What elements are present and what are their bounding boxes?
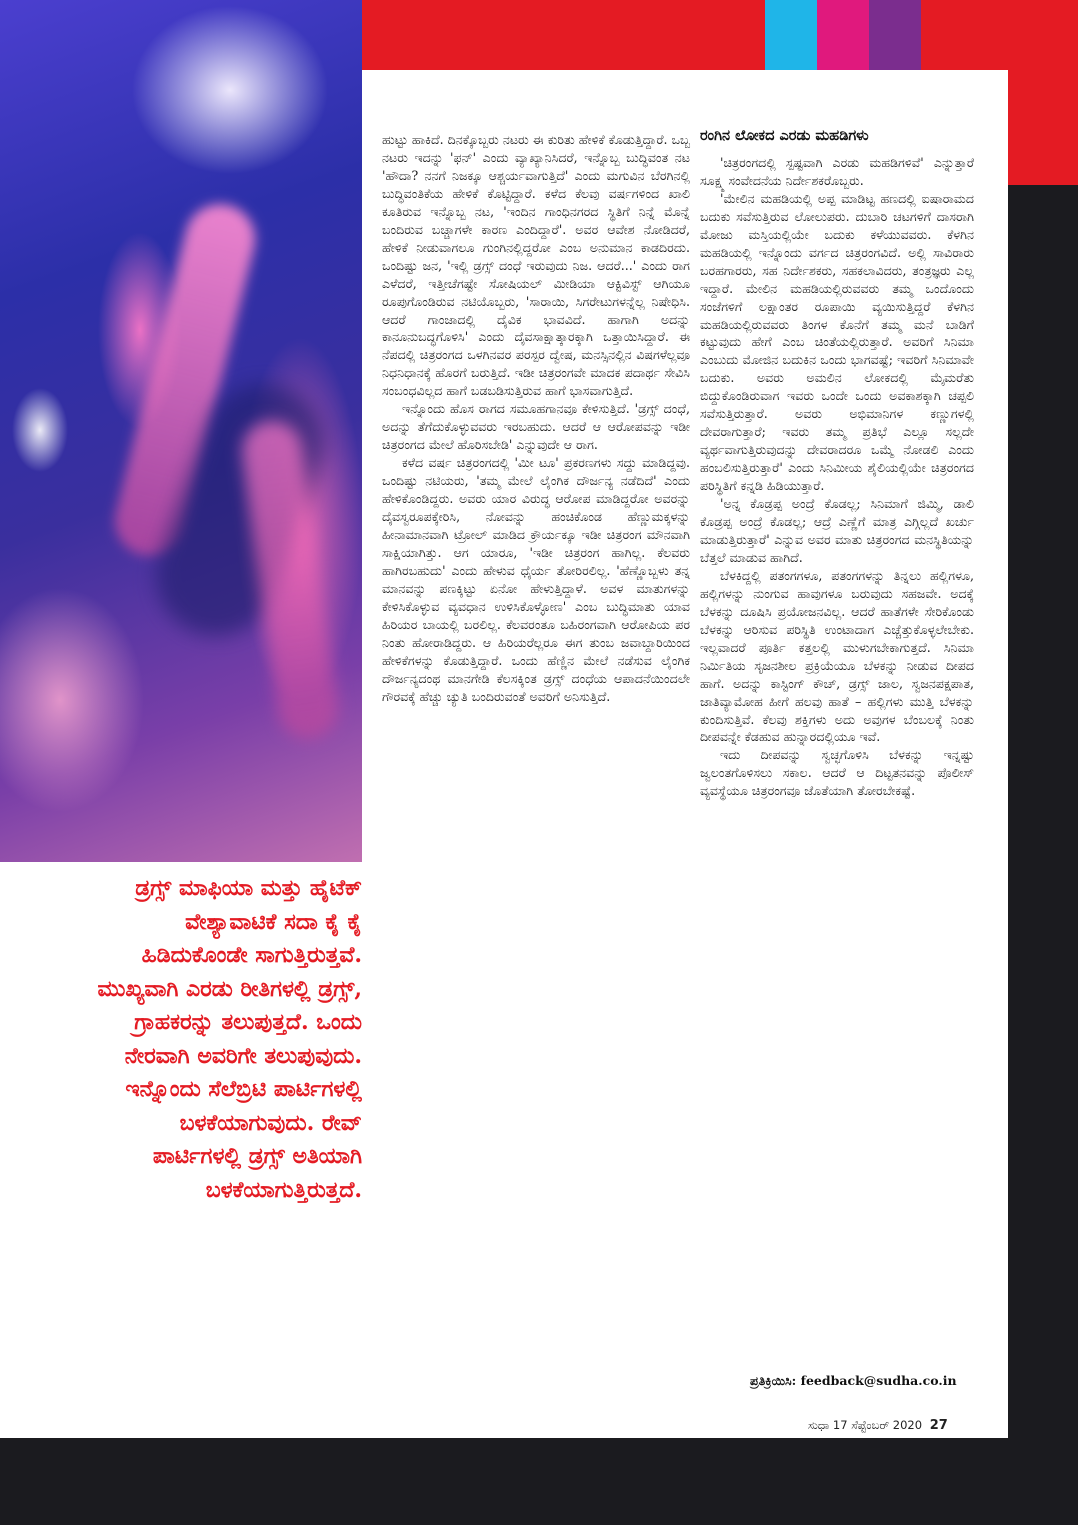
paragraph: ಇನ್ನೊಂದು ಹೊಸ ರಾಗದ ಸಮೂಹಗಾನವೂ ಕೇಳಿಸುತ್ತಿದೆ. 'ಡ್ರಗ್ಸ್ ದಂಧೆ, ಅದನ್ನು ತೆಗೆದುಕೊಳ್ಳುವವರು ಇರಬಹುದು. ಆದರೆ ಆ ಆರೋಪವನ್ನು ಇಡೀ ಚಿತ್ರರಂಗದ ಮೇಲೆ ಹೊರಿಸಬೇಡಿ' ಎನ್ನುವುದೇ ಆ ರಾಗ. <box>382 401 690 453</box>
article-column-1 <box>382 131 690 706</box>
bottom-dark-band <box>0 1438 1078 1525</box>
side-red-block <box>1008 70 1078 185</box>
feedback-signoff: ಪ್ರತಿಕ್ರಿಯಿಸಿ: feedback@sudha.co.in <box>750 1373 957 1388</box>
purple-stripe <box>869 0 921 70</box>
section-heading: ರಂಗಿನ ಲೋಕದ ಎರಡು ಮಹಡಿಗಳು <box>700 128 869 144</box>
article-column-2 <box>700 128 974 800</box>
paragraph: ಕಳೆದ ವರ್ಷ ಚಿತ್ರರಂಗದಲ್ಲಿ 'ಮೀ ಟೂ' ಪ್ರಕರಣಗಳು ಸದ್ದು ಮಾಡಿದ್ದವು. ಒಂದಿಷ್ಟು ನಟಿಯರು, 'ತಮ್ಮ ಮೇಲೆ ಲೈಂಗಿಕ ದೌರ್ಜನ್ಯ ನಡೆದಿದೆ' ಎಂದು ಹೇಳಿಕೊಂಡಿದ್ದರು. ಅವರು ಯಾರ ವಿರುದ್ಧ ಆರೋಪ ಮಾಡಿದ್ದರೋ ಅವರನ್ನು ದೈವಸ್ವರೂಪಕ್ಕೇರಿಸಿ, ನೋವನ್ನು ಹಂಚಿಕೊಂಡ ಹೆಣ್ಣುಮಕ್ಕಳನ್ನು ಹೀನಾಮಾನವಾಗಿ ಟ್ರೋಲ್ ಮಾಡಿದ ಕ್ರೌರ್ಯಕ್ಕೂ ಇಡೀ ಚಿತ್ರರಂಗ ಮೌನವಾಗಿ ಸಾಕ್ಷಿಯಾಗಿತ್ತು. ಆಗ ಯಾರೂ, 'ಇಡೀ ಚಿತ್ರರಂಗ ಹಾಗಿಲ್ಲ. ಕೆಲವರು ಹಾಗಿರಬಹುದು' ಎಂದು ಹೇಳುವ ಧೈರ್ಯ ತೋರಿರಲಿಲ್ಲ. 'ಹೆಣ್ಣೊಬ್ಬಳು ತನ್ನ ಮಾನವನ್ನು ಪಣಕ್ಕಿಟ್ಟು ಏನೋ ಹೇಳುತ್ತಿದ್ದಾಳೆ. ಅವಳ ಮಾತುಗಳನ್ನು ಕೇಳಿಸಿಕೊಳ್ಳುವ ವ್ಯವಧಾನ ಉಳಿಸಿಕೊಳ್ಳೋಣ' ಎಂಬ ಬುದ್ಧಿಮಾತು ಯಾವ ಹಿರಿಯರ ಬಾಯಲ್ಲಿ ಬರಲಿಲ್ಲ. ಕೆಲವರಂತೂ ಬಹಿರಂಗವಾಗಿ ಆರೋಪಿಯ ಪರ ನಿಂತು ಹೋರಾಡಿದ್ದರು. ಆ ಹಿರಿಯರೆಲ್ಲರೂ ಈಗ ತುಂಬ ಜವಾಬ್ದಾರಿಯಿಂದ ಹೇಳಿಕೆಗಳನ್ನು ಕೊಡುತ್ತಿದ್ದಾರೆ. ಒಂದು ಹೆಣ್ಣಿನ ಮೇಲೆ ನಡೆಸುವ ಲೈಂಗಿಕ ದೌರ್ಜನ್ಯದಂಥ ಮಾನಗೇಡಿ ಕೆಲಸಕ್ಕಿಂತ ಡ್ರಗ್ಸ್ ದಂಧೆಯ ಆಪಾದನೆಯಿಂದಲೇ ಗೌರವಕ್ಕೆ ಹೆಚ್ಚು ಚ್ಯುತಿ ಬಂದಿರುವಂತೆ ಅವರಿಗೆ ಅನಿಸುತ್ತಿದೆ. <box>382 455 690 704</box>
paragraph: 'ಅನ್ನ ಕೊಡ್ರಪ್ಪ ಅಂದ್ರೆ ಕೊಡಲ್ಲ; ಸಿನಿಮಾಗೆ ಜಿಮ್ಮಿ, ಡಾಲಿ ಕೊಡ್ರಪ್ಪ ಅಂದ್ರೆ ಕೊಡಲ್ಲ; ಆದ್ರೆ ಎಣ್ಣೆಗೆ ಮಾತ್ರ ಎಗ್ಗಿಲ್ಲದೆ ಖರ್ಚು ಮಾಡುತ್ತಿರುತ್ತಾರೆ' ಎನ್ನುವ ಅವರ ಮಾತು ಚಿತ್ರರಂಗದ ಮನಸ್ಥಿತಿಯನ್ನು ಬೆತ್ತಲೆ ಮಾಡುವ ಹಾಗಿದೆ. <box>700 496 974 565</box>
issue-date: 17 ಸೆಪ್ಟೆಂಬರ್ 2020 <box>832 1418 923 1432</box>
paragraph: ಹುಟ್ಟು ಹಾಕಿದೆ. ದಿನಕ್ಕೊಬ್ಬರು ನಟರು ಈ ಕುರಿತು ಹೇಳಿಕೆ ಕೊಡುತ್ತಿದ್ದಾರೆ. ಒಬ್ಬ ನಟರು ಇದನ್ನು 'ಫನ್' ಎಂದು ವ್ಯಾಖ್ಯಾನಿಸಿದರೆ, ಇನ್ನೊಬ್ಬ ಬುದ್ಧಿವಂತ ನಟ 'ಹೌದಾ? ನನಗೆ ನಿಜಕ್ಕೂ ಆಶ್ಚರ್ಯವಾಗುತ್ತಿದೆ' ಎಂದು ಮಗುವಿನ ಬೆರಗಿನಲ್ಲಿ ಬುದ್ಧಿವಂತಿಕೆಯ ಹೇಳಿಕೆ ಕೊಟ್ಟಿದ್ದಾರೆ. ಕಳೆದ ಕೆಲವು ವರ್ಷಗಳಿಂದ ಖಾಲಿ ಕೂತಿರುವ ಇನ್ನೊಬ್ಬ ನಟ, 'ಇಂದಿನ ಗಾಂಧಿನಗರದ ಸ್ಥಿತಿಗೆ ನಿನ್ನೆ ಮೊನ್ನೆ ಬಂದಿರುವ ಬಚ್ಚಾಗಳೇ ಕಾರಣ ಎಂದಿದ್ದಾರೆ'. ಅವರ ಆವೇಶ ನೋಡಿದರೆ, ಹೇಳಿಕೆ ನೀಡುವಾಗಲೂ ಗುಂಗಿನಲ್ಲಿದ್ದರೋ ಎಂಬ ಅನುಮಾನ ಕಾಡದಿರದು. ಒಂದಿಷ್ಟು ಜನ, 'ಇಲ್ಲಿ ಡ್ರಗ್ಸ್ ದಂಧೆ ಇರುವುದು ನಿಜ. ಆದರೆ...' ಎಂದು ರಾಗ ಎಳೆದರೆ, ಇತ್ತೀಚೆಗಷ್ಟೇ ಸೋಷಿಯಲ್ ಮೀಡಿಯಾ ಆಕ್ಟಿವಿಸ್ಟ್ ಆಗಿಯೂ ರೂಪುಗೊಂಡಿರುವ ನಟಿಯೊಬ್ಬರು, 'ಸಾರಾಯಿ, ಸಿಗರೇಟುಗಳನ್ನೆಲ್ಲ ನಿಷೇಧಿಸಿ. ಆದರೆ ಗಾಂಜಾದಲ್ಲಿ ದೈವಿಕ ಭಾವವಿದೆ. ಹಾಗಾಗಿ ಅದನ್ನು ಕಾನೂನುಬದ್ಧಗೊಳಿಸಿ' ಎಂದು ದೈವಸಾಕ್ಷಾತ್ಕಾರಕ್ಕಾಗಿ ಒತ್ತಾಯಿಸಿದ್ದಾರೆ. ಈ ನೆಪದಲ್ಲಿ ಚಿತ್ರರಂಗದ ಒಳಗಿನವರ ಪರಸ್ಪರ ದ್ವೇಷ, ಮನಸ್ಸಿನಲ್ಲಿನ ವಿಷಗಳೆಲ್ಲವೂ ನಿಧನಿಧಾನಕ್ಕೆ ಹೊರಗೆ ಬರುತ್ತಿದೆ. ಇಡೀ ಚಿತ್ರರಂಗವೇ ಮಾದಕ ಪದಾರ್ಥ ಸೇವಿಸಿ ಸಂಬಂಧವಿಲ್ಲದ ಹಾಗೆ ಬಡಬಡಿಸುತ್ತಿರುವ ಹಾಗೆ ಭಾಸವಾಗುತ್ತಿದೆ. <box>382 132 690 399</box>
photo-image <box>0 0 362 862</box>
paragraph: ಇದು ದೀಪವನ್ನು ಸ್ವಚ್ಛಗೊಳಿಸಿ ಬೆಳಕನ್ನು ಇನ್ನಷ್ಟು ಜ್ವಲಂತಗೊಳಿಸಲು ಸಕಾಲ. ಆದರೆ ಆ ದಿಟ್ಟತನವನ್ನು ಪೊಲೀಸ್ ವ್ಯವಸ್ಥೆಯೂ ಚಿತ್ರರಂಗವೂ ಜೊತೆಯಾಗಿ ತೋರಬೇಕಷ್ಟೆ. <box>700 747 974 799</box>
side-dark-block <box>1008 185 1078 1438</box>
paragraph: ಬೆಳಕಿದ್ದಲ್ಲಿ ಪತಂಗಗಳೂ, ಪತಂಗಗಳನ್ನು ತಿನ್ನಲು ಹಲ್ಲಿಗಳೂ, ಹಲ್ಲಿಗಳನ್ನು ನುಂಗುವ ಹಾವುಗಳೂ ಬರುವುದು ಸಹಜವೇ. ಅದಕ್ಕೆ ಬೆಳಕನ್ನು ದೂಷಿಸಿ ಪ್ರಯೋಜನವಿಲ್ಲ. ಆದರೆ ಹಾತೆಗಳೇ ಸೇರಿಕೊಂಡು ಬೆಳಕನ್ನು ಆರಿಸುವ ಪರಿಸ್ಥಿತಿ ಉಂಟಾದಾಗ ಎಚ್ಚೆತ್ತುಕೊಳ್ಳಲೇಬೇಕು. ಇಲ್ಲವಾದರೆ ಪೂರ್ತಿ ಕತ್ತಲಲ್ಲಿ ಮುಳುಗಬೇಕಾಗುತ್ತದೆ. ಸಿನಿಮಾ ನಿರ್ಮಿತಿಯ ಸೃಜನಶೀಲ ಪ್ರಕ್ರಿಯೆಯೂ ಬೆಳಕನ್ನು ನೀಡುವ ದೀಪದ ಹಾಗೆ. ಅದನ್ನು ಕಾಸ್ಟಿಂಗ್ ಕೌಚ್, ಡ್ರಗ್ಸ್ ಜಾಲ, ಸ್ವಜನಪಕ್ಷಪಾತ, ಜಾತಿವ್ಯಾಮೋಹ ಹೀಗೆ ಹಲವು ಹಾತೆ – ಹಲ್ಲಿಗಳು ಮುತ್ತಿ ಬೆಳಕನ್ನು ಕುಂದಿಸುತ್ತಿವೆ. ಕೆಲವು ಶಕ್ತಿಗಳು ಅದು ಅವುಗಳ ಬೆಂಬಲಕ್ಕೆ ನಿಂತು ದೀಪವನ್ನೇ ಕೆಡಹುವ ಹುನ್ನಾರದಲ್ಲಿಯೂ ಇವೆ. <box>700 567 974 745</box>
cyan-stripe <box>765 0 817 70</box>
pull-quote: ಡ್ರಗ್ಸ್ ಮಾಫಿಯಾ ಮತ್ತು ಹೈಟೆಕ್ ವೇಶ್ಯಾವಾಟಿಕೆ ಸದಾ ಕೈ ಕೈ ಹಿಡಿದುಕೊಂಡೇ ಸಾಗುತ್ತಿರುತ್ತವೆ. ಮುಖ್ಯವಾಗಿ ಎರಡು ರೀತಿಗಳಲ್ಲಿ ಡ್ರಗ್ಸ್, ಗ್ರಾಹಕರನ್ನು ತಲುಪುತ್ತದೆ. ಒಂದು ನೇರವಾಗಿ ಅವರಿಗೇ ತಲುಪುವುದು. ಇನ್ನೊಂದು ಸೆಲೆಬ್ರಿಟಿ ಪಾರ್ಟಿಗಳಲ್ಲಿ ಬಳಕೆಯಾಗುವುದು. ರೇವ್ ಪಾರ್ಟಿಗಳಲ್ಲಿ ಡ್ರಗ್ಸ್ ಅತಿಯಾಗಿ ಬಳಕೆಯಾಗುತ್ತಿರುತ್ತದೆ. <box>97 875 362 1203</box>
top-red-banner <box>362 0 1078 70</box>
page-number: 27 <box>929 1418 948 1433</box>
paragraph: 'ಚಿತ್ರರಂಗದಲ್ಲಿ ಸ್ಪಷ್ಟವಾಗಿ ಎರಡು ಮಹಡಿಗಳಿವೆ' ಎನ್ನುತ್ತಾರೆ ಸೂಕ್ಷ್ಮ ಸಂವೇದನೆಯ ನಿರ್ದೇಶಕರೊಬ್ಬರು. <box>700 154 974 188</box>
paragraph: 'ಮೇಲಿನ ಮಹಡಿಯಲ್ಲಿ ಅಪ್ಪ ಮಾಡಿಟ್ಟ ಹಣದಲ್ಲಿ ಐಷಾರಾಮದ ಬದುಕು ಸವೆಸುತ್ತಿರುವ ಲೋಲುಪರು. ದುಬಾರಿ ಚಟಗಳಿಗೆ ದಾಸರಾಗಿ ಮೋಜು ಮಸ್ತಿಯಲ್ಲಿಯೇ ಬದುಕು ಕಳೆಯುವವರು. ಕೆಳಗಿನ ಮಹಡಿಯಲ್ಲಿ ಇನ್ನೊಂದು ವರ್ಗದ ಚಿತ್ರರಂಗವಿದೆ. ಅಲ್ಲಿ ಸಾವಿರಾರು ಬರಹಗಾರರು, ಸಹ ನಿರ್ದೇಶಕರು, ಸಹಕಲಾವಿದರು, ತಂತ್ರಜ್ಞರು ಎಲ್ಲ ಇದ್ದಾರೆ. ಮೇಲಿನ ಮಹಡಿಯಲ್ಲಿರುವವರು ತಮ್ಮ ಒಂದೊಂದು ಸಂಜೆಗಳಿಗೆ ಲಕ್ಷಾಂತರ ರೂಪಾಯಿ ವ್ಯಯಿಸುತ್ತಿದ್ದರೆ ಕೆಳಗಿನ ಮಹಡಿಯಲ್ಲಿರುವವರು ತಿಂಗಳ ಕೊನೆಗೆ ತಮ್ಮ ಮನೆ ಬಾಡಿಗೆ ಕಟ್ಟುವುದು ಹೇಗೆ ಎಂಬ ಚಿಂತೆಯಲ್ಲಿರುತ್ತಾರೆ. ಅವರಿಗೆ ಸಿನಿಮಾ ಎಂಬುದು ಮೋಜಿನ ಬದುಕಿನ ಒಂದು ಭಾಗವಷ್ಟೆ; ಇವರಿಗೆ ಸಿನಿಮಾವೇ ಬದುಕು. ಅವರು ಅಮಲಿನ ಲೋಕದಲ್ಲಿ ಮೈಮರೆತು ಬಿದ್ದುಕೊಂಡಿರುವಾಗ ಇವರು ಒಂದೇ ಒಂದು ಅವಕಾಶಕ್ಕಾಗಿ ಚಪ್ಪಲಿ ಸವೆಸುತ್ತಿರುತ್ತಾರೆ. ಅವರು ಅಭಿಮಾನಿಗಳ ಕಣ್ಣುಗಳಲ್ಲಿ ದೇವರಾಗುತ್ತಾರೆ; ಇವರು ತಮ್ಮ ಪ್ರತಿಭೆ ಎಲ್ಲೂ ಸಲ್ಲದೇ ವ್ಯರ್ಥವಾಗುತ್ತಿರುವುದನ್ನು ದೇವರಾದರೂ ಒಮ್ಮೆ ನೋಡಲಿ ಎಂದು ಹಂಬಲಿಸುತ್ತಿರುತ್ತಾರೆ' ಎಂದು ಸಿನಿಮೀಯ ಶೈಲಿಯಲ್ಲಿಯೇ ಚಿತ್ರರಂಗದ ಪರಿಸ್ಥಿತಿಗೆ ಕನ್ನಡಿ ಹಿಡಿಯುತ್ತಾರೆ. <box>700 190 974 494</box>
magenta-stripe <box>817 0 869 70</box>
magazine-name: ಸುಧಾ <box>808 1418 830 1432</box>
page-folio <box>808 1418 948 1433</box>
